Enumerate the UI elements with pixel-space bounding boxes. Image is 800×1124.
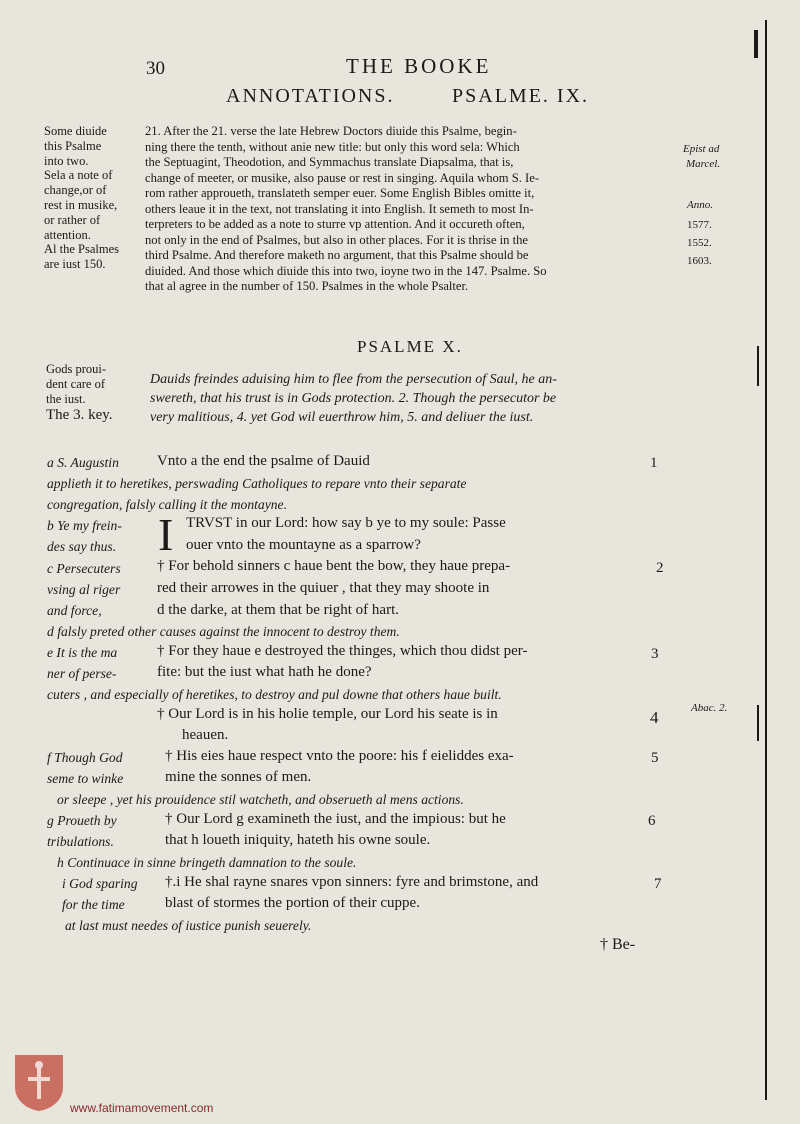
argument-line: very malitious, 4. yet God wil euerthrow him, 5. and deliuer the iust. — [150, 410, 534, 425]
note-b: des say thus. — [47, 539, 117, 554]
verse-number: 1 — [650, 455, 658, 471]
verse-2: † For behold sinners c haue bent the bow, they haue prepa- — [157, 558, 511, 574]
verse-2: ouer vnto the mountayne as a sparrow? — [186, 537, 421, 553]
verse-3: † For they haue e destroyed the thinges, which thou didst per- — [157, 643, 528, 659]
verse-5: mine the sonnes of men. — [165, 769, 312, 785]
note-g: tribulations. — [47, 834, 114, 849]
annotation-line: the Septuagint, Theodotion, and Symmachus translate Diapsalma, that is, — [145, 155, 514, 169]
verse-2: d the darke, at them that be right of hart. — [157, 602, 399, 618]
annotations-heading: ANNOTATIONS. — [226, 85, 395, 107]
verse-number: 4 — [650, 708, 659, 727]
verse-number: 5 — [651, 750, 659, 766]
note-a: a S. Augustin — [47, 455, 119, 470]
margin-note: are iust 150. — [44, 257, 106, 272]
margin-rule — [754, 30, 758, 58]
watermark-url[interactable]: www.fatimamovement.com — [70, 1101, 214, 1115]
note-c: c Persecuters — [47, 561, 121, 576]
margin-note: into two. — [44, 153, 89, 168]
annotation-line: change of meeter, or musike, also pause or rest in singing. Aquila whom S. Ie- — [145, 170, 540, 185]
margin-note: this Psalme — [44, 138, 102, 153]
verse-number: 3 — [651, 646, 659, 662]
annotation-line: ning there the tenth, without anie new title: but only this word sela: Which — [145, 139, 520, 154]
margin-note: rest in musike, — [44, 197, 118, 212]
margin-note: Some diuide — [44, 124, 107, 138]
psalm-ix-heading: PSALME. IX. — [452, 85, 590, 107]
margin-note: attention. — [44, 227, 91, 242]
annotation-line: terpreters to be added as a note to sturre vp attention. And it occureth often, — [145, 217, 525, 231]
argument-text — [150, 370, 557, 427]
verse-number: 7 — [654, 876, 662, 892]
verse-4: heauen. — [182, 727, 229, 743]
verse-2: red their arrowes in the quiuer , that they may shoote in — [157, 580, 490, 596]
right-ref: 1552. — [687, 237, 712, 249]
argument-margin — [46, 362, 113, 423]
annotation-line: not only in the end of Psalmes, but also in other places. For it is thrise in the — [145, 232, 529, 247]
annotation-line: others leaue it in the text, not translating it into English. It semeth to most In- — [145, 201, 534, 216]
note-d: d falsly preted other causes against the innocent to destroy them. — [47, 624, 400, 639]
annotation-line: 21. After the 21. verse the late Hebrew Doctors diuide this Psalme, begin- — [145, 124, 517, 138]
verse-4: † Our Lord is in his holie temple, our Lord his seate is in — [157, 706, 498, 722]
fatima-logo — [13, 1053, 65, 1113]
margin-rule — [757, 705, 759, 741]
note-f: or sleepe , yet his prouidence stil watcheth, and obserueth al mens actions. — [57, 792, 464, 807]
verse-number: 2 — [656, 560, 664, 576]
annotation-line: that al agree in the number of 150. Psalmes in the whole Psalter. — [145, 279, 469, 293]
note-h: h Continuace in sinne bringeth damnation to the soule. — [57, 855, 357, 870]
margin-note: the iust. — [46, 391, 86, 406]
argument-line: swereth, that his trust is in Gods protection. 2. Though the persecutor be — [150, 391, 557, 406]
psalm-title: PSALME X. — [357, 337, 463, 356]
margin-note: Al the Psalmes — [44, 242, 119, 257]
margin-note: change,or of — [44, 183, 107, 198]
verse-3: fite: but the iust what hath he done? — [157, 664, 372, 680]
note-a-cont: congregation, falsly calling it the montayne. — [47, 497, 287, 512]
annotation-body — [145, 124, 547, 295]
page-edge-rule — [765, 20, 767, 1100]
annotation-margin-notes — [44, 124, 119, 272]
right-ref: Epist ad — [683, 143, 720, 155]
catchword: † Be- — [600, 936, 636, 953]
note-i: for the time — [62, 897, 125, 912]
verse-5: † His eies haue respect vnto the poore: his f eieliddes exa- — [165, 748, 514, 764]
margin-note: The 3. key. — [46, 407, 113, 424]
verse-1: Vnto a the end the psalme of Dauid — [157, 453, 370, 469]
verse-6: that h loueth iniquity, hateth his owne soule. — [165, 832, 431, 848]
margin-note: Sela a note of — [44, 168, 113, 183]
page-number: 30 — [146, 58, 165, 79]
right-ref: 1577. — [687, 219, 712, 231]
note-i: i God sparing — [62, 876, 138, 891]
margin-note: or rather of — [44, 212, 101, 227]
running-title: THE BOOKE — [346, 54, 492, 78]
annotation-line: rom rather approueth, translateth semper euer. Some English Bibles omitte it, — [145, 186, 535, 200]
note-e: cuters , and especially of heretikes, to destroy and pul downe that others haue built. — [47, 687, 502, 702]
margin-note: Gods proui- — [46, 362, 107, 376]
margin-note: dent care of — [46, 376, 105, 391]
note-e: ner of perse- — [47, 666, 117, 681]
right-ref: 1603. — [687, 255, 712, 267]
note-i: at last must needes of iustice punish seuerely. — [65, 918, 312, 933]
annotation-line: diuided. And those which diuide this into two, ioyne two in the 147. Psalme. So — [145, 263, 547, 278]
argument-line: Dauids freindes aduising him to flee from the persecution of Saul, he an- — [150, 372, 557, 387]
note-b: b Ye my frein- — [47, 518, 122, 533]
note-f: f Though God — [47, 750, 123, 765]
note-e: e It is the ma — [47, 645, 118, 660]
note-c: vsing al riger — [47, 582, 121, 597]
drop-cap: I — [158, 509, 174, 560]
verse-7: blast of stormes the portion of their cuppe. — [165, 895, 420, 911]
right-ref: Anno. — [687, 199, 713, 211]
verse-6: † Our Lord g examineth the iust, and the impious: but he — [165, 811, 506, 827]
annotation-line: third Psalme. And therefore maketh no argument, that this Psalme should be — [145, 248, 529, 262]
cross-reference: Abac. 2. — [691, 702, 728, 714]
margin-rule — [757, 346, 759, 386]
verse-number: 6 — [648, 813, 656, 829]
right-ref: Marcel. — [686, 158, 721, 170]
note-f: seme to winke — [47, 771, 124, 786]
note-g: g Proueth by — [47, 813, 117, 828]
verse-2: TRVST in our Lord: how say b ye to my soule: Passe — [186, 515, 506, 531]
note-c: and force, — [47, 603, 102, 618]
verse-7: †.i He shal rayne snares vpon sinners: fyre and brimstone, and — [165, 874, 539, 890]
note-a-cont: applieth it to heretikes, perswading Catholiques to repare vnto their separate — [47, 476, 467, 491]
